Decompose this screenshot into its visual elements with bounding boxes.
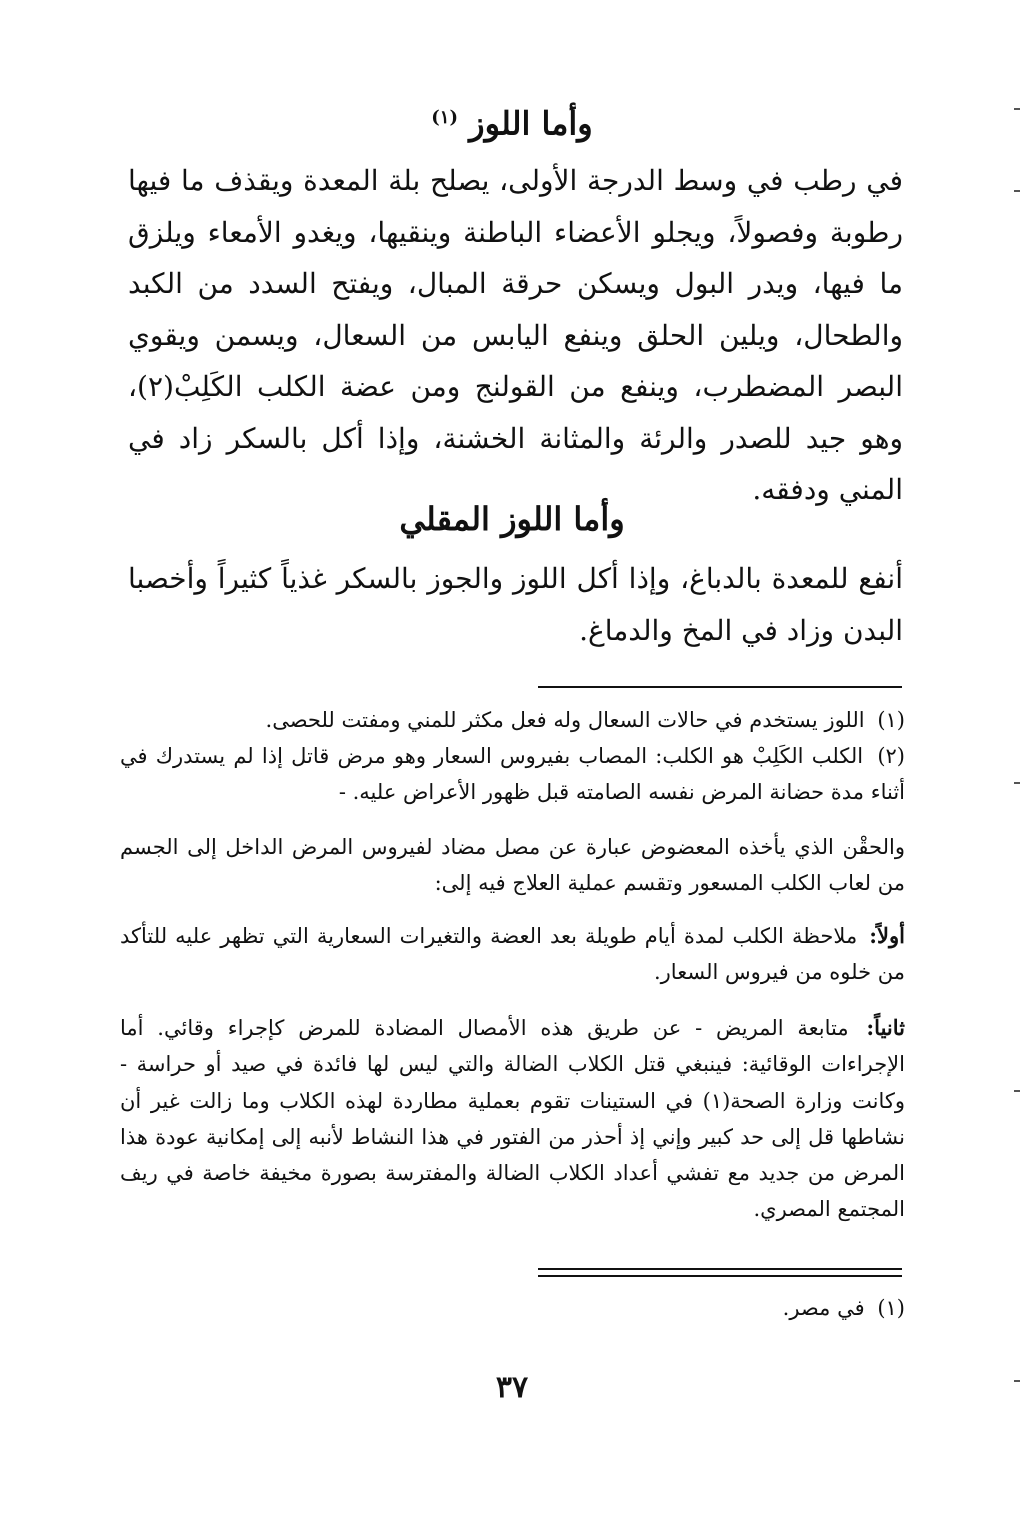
commentary-second-point — [120, 1010, 905, 1228]
commentary-first-point — [120, 918, 905, 991]
margin-mark — [1014, 108, 1020, 110]
section-paragraph-roasted-almonds: أنفع للمعدة بالدباغ، وإذا أكل اللوز والجوز بالسكر غذياً كثيراً وأخصبا البدن وزاد في المخ والدماغ. — [128, 562, 904, 647]
section-title-roasted-almonds: وأما اللوز المقلي — [399, 500, 625, 538]
footnote-text: اللوز يستخدم في حالات السعال وله فعل مكثر للمني ومفتت للحصى. — [265, 708, 865, 732]
footnote-number: (٢) — [877, 744, 905, 768]
footnote-number: (١) — [877, 1296, 905, 1320]
margin-mark — [1014, 190, 1020, 192]
commentary-first-text: ملاحظة الكلب لمدة أيام طويلة بعد العضة والتغيرات السعارية التي تظهر عليه للتأكد من خلوه من فيروس السعار. — [120, 924, 905, 985]
section-title-footnote-ref: (١) — [431, 107, 458, 128]
margin-mark — [1014, 1380, 1020, 1382]
margin-mark — [1014, 1090, 1020, 1092]
commentary-second-text: متابعة المريض - عن طريق هذه الأمصال المضادة للمرض كإجراء وقائي. أما الإجراءات الوقائية: فينبغي قتل الكلاب الضالة والتي ليس لها فائدة في صيد أو حراسة - وكانت وزارة الصحة(١) في الستينات تقوم بعملية مطاردة لهذه الكلاب وما زالت غير أن نشاطها قل إلى حد كبير وإني إذ أحذر من الفتور في هذا النشاط لأنبه إلى إمكانية عودة هذا المرض من جديد مع تفشي أعداد الكلاب الضالة والمفترسة بصورة مخيفة خاصة في ريف المجتمع المصري. — [120, 1016, 905, 1222]
footnote-text: في مصر. — [782, 1296, 865, 1320]
section-title-almonds — [0, 96, 1024, 146]
double-rule-top — [538, 1268, 902, 1270]
commentary-intro: والحقْن الذي يأخذه المعضوض عبارة عن مصل مضاد لفيروس المرض الداخل إلى الجسم من لعاب الكلب المسعور وتقسم عملية العلاج فيه إلى: — [120, 835, 905, 896]
footnote-number: (١) — [877, 708, 905, 732]
bottom-footnote — [120, 1290, 905, 1326]
commentary-second-label: ثانياً: — [866, 1015, 905, 1040]
section-title-text: وأما اللوز — [469, 104, 593, 143]
footnote-separator — [538, 686, 902, 688]
footnote-text: الكلب الكَلِبْ هو الكلب: المصاب بفيروس السعار وهو مرض قاتل إذا لم يستدرك في أثناء مدة حضانة المرض نفسه الصامته قبل ظهور الأعراض عليه. - — [120, 744, 905, 804]
double-rule-bottom — [538, 1275, 902, 1277]
footnote-2 — [120, 738, 905, 810]
page-number: ٣٧ — [495, 1370, 529, 1405]
margin-mark — [1014, 782, 1020, 784]
footnote-1 — [120, 702, 905, 738]
commentary-first-label: أولاً: — [869, 923, 905, 948]
section-paragraph-almonds: في رطب في وسط الدرجة الأولى، يصلح بلة المعدة ويقذف ما فيها رطوبة وفصولاً، ويجلو الأعضاء الباطنة وينقيها، ويغدو الأمعاء ويلزق ما فيها، ويدر البول ويسكن حرقة المبال، ويفتح السدد من الكبد والطحال، ويلين الحلق وينفع اليابس من السعال، ويسمن ويقوي البصر المضطرب، وينفع من القولنج ومن عضة الكلب الكَلِبْ(٢)، وهو جيد للصدر والرئة والمثانة الخشنة، وإذا أكل بالسكر زاد في المني ودفقه. — [128, 164, 903, 506]
